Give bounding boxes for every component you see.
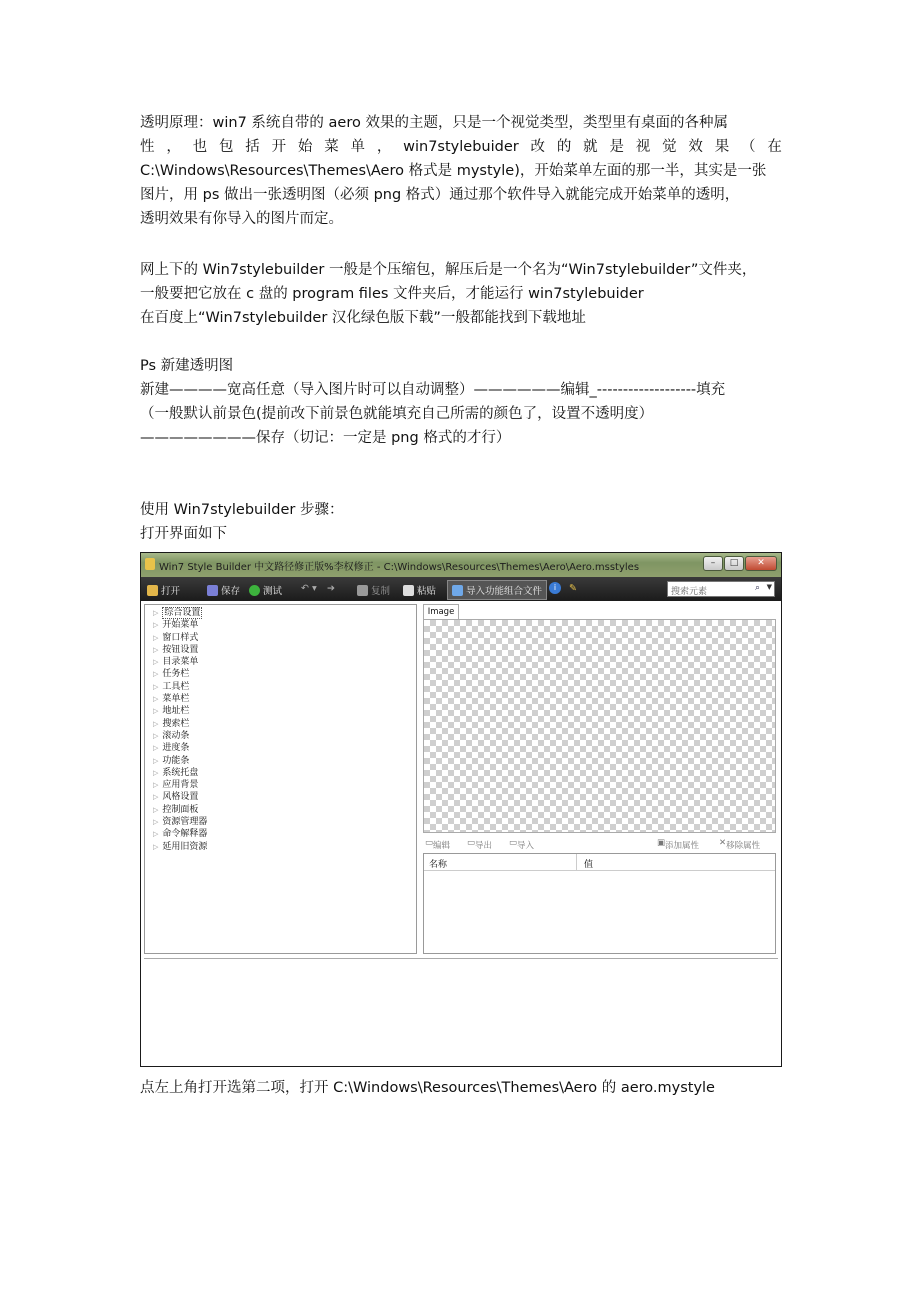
expand-arrow-icon[interactable]: ▷ bbox=[153, 756, 159, 765]
remove-property-button[interactable]: ✕ 移除属性 bbox=[719, 838, 761, 851]
tree-item-label: 开始菜单 bbox=[162, 620, 199, 631]
tree-item-label: 窗口样式 bbox=[162, 632, 199, 643]
close-icon[interactable]: ✕ bbox=[745, 556, 777, 571]
tab-image[interactable]: Image bbox=[423, 604, 459, 620]
column-divider bbox=[576, 854, 577, 870]
tree-item-label: 搜索栏 bbox=[162, 718, 190, 729]
tree-item[interactable] bbox=[153, 730, 207, 742]
tree-item-label: 工具栏 bbox=[162, 681, 190, 692]
redo-icon[interactable]: ➔ bbox=[327, 583, 335, 594]
window-title: Win7 Style Builder 中文路径修正版%李权修正 - C:\Windows\Resources\Themes\Aero\Aero.msstyles bbox=[159, 562, 640, 573]
expand-arrow-icon[interactable]: ▷ bbox=[153, 805, 159, 814]
justified-word: 在 bbox=[767, 139, 782, 155]
tree-item-label: 按钮设置 bbox=[162, 644, 199, 655]
copy-icon bbox=[357, 585, 368, 596]
app-icon bbox=[145, 558, 155, 570]
property-grid-header bbox=[424, 854, 775, 871]
property-grid bbox=[423, 853, 776, 954]
open-button[interactable]: 打开 bbox=[147, 583, 180, 597]
add-property-button[interactable]: ▣ 添加属性 bbox=[657, 838, 700, 851]
import-icon bbox=[452, 585, 463, 596]
expand-arrow-icon[interactable]: ▷ bbox=[153, 670, 159, 679]
expand-arrow-icon[interactable]: ▷ bbox=[153, 731, 159, 740]
tree-item[interactable] bbox=[153, 705, 207, 717]
expand-arrow-icon[interactable]: ▷ bbox=[153, 645, 159, 654]
element-tree bbox=[153, 607, 207, 853]
tree-item-label: 资源管理器 bbox=[162, 817, 208, 828]
justified-word: 改 bbox=[530, 139, 546, 155]
tree-item-label: 地址栏 bbox=[162, 706, 190, 717]
paragraph-transparency-principle bbox=[140, 111, 782, 231]
justified-word: 是 bbox=[609, 139, 624, 155]
expand-arrow-icon[interactable]: ▷ bbox=[153, 830, 159, 839]
image-preview-canvas bbox=[423, 619, 776, 833]
expand-arrow-icon[interactable]: ▷ bbox=[153, 633, 159, 642]
main-toolbar bbox=[141, 577, 781, 601]
app-screenshot bbox=[140, 552, 782, 1067]
search-icon[interactable]: ⌕ bbox=[754, 583, 760, 593]
text-line: 网上下的 Win7stylebuilder 一般是个压缩包，解压后是一个名为“Win7stylebuilder”文件夹， bbox=[140, 262, 757, 278]
paragraph-download bbox=[140, 258, 782, 330]
expand-arrow-icon[interactable]: ▷ bbox=[153, 842, 159, 851]
tree-item[interactable] bbox=[153, 816, 207, 828]
justified-word: 菜 bbox=[324, 139, 339, 155]
export-button[interactable]: ▭ 导出 bbox=[467, 838, 493, 851]
expand-arrow-icon[interactable]: ▷ bbox=[153, 658, 159, 667]
chevron-down-icon[interactable]: ▼ bbox=[766, 583, 772, 591]
disk-icon bbox=[207, 585, 218, 596]
tree-item[interactable] bbox=[153, 619, 207, 631]
tree-item[interactable] bbox=[153, 607, 207, 619]
tree-item[interactable] bbox=[153, 828, 207, 840]
column-header-value[interactable]: 值 bbox=[584, 860, 594, 870]
text-line: 新建————宽高任意（导入图片时可以自动调整）——————编辑_-------------------填充 bbox=[140, 382, 726, 398]
tree-item[interactable] bbox=[153, 804, 207, 816]
text-line: （一般默认前景色(提前改下前景色就能填充自己所需的颜色了，设置不透明度） bbox=[140, 406, 654, 422]
text-line: 点左上角打开选第二项，打开 C:\Windows\Resources\Themes\Aero 的 aero.mystyle bbox=[140, 1080, 715, 1096]
expand-arrow-icon[interactable]: ▷ bbox=[153, 781, 159, 790]
text-line: 在百度上“Win7stylebuilder 汉化绿色版下载”一般都能找到下载地址 bbox=[140, 310, 586, 326]
tree-item[interactable] bbox=[153, 841, 207, 853]
clipboard-icon bbox=[403, 585, 414, 596]
justified-word: 括 bbox=[245, 139, 260, 155]
undo-icon[interactable]: ↶ ▾ bbox=[301, 583, 317, 594]
property-toolbar bbox=[423, 837, 776, 851]
expand-arrow-icon[interactable]: ▷ bbox=[153, 682, 159, 691]
text-line: 打开界面如下 bbox=[140, 526, 227, 542]
justified-word: 的 bbox=[556, 139, 572, 155]
play-icon bbox=[249, 585, 260, 596]
justified-word: 开 bbox=[271, 139, 287, 155]
expand-arrow-icon[interactable]: ▷ bbox=[153, 744, 159, 753]
justified-word: 单 bbox=[350, 139, 365, 155]
tree-item-label: 任务栏 bbox=[162, 669, 190, 680]
window-titlebar bbox=[141, 553, 781, 577]
expand-arrow-icon[interactable]: ▷ bbox=[153, 695, 159, 704]
copy-button[interactable]: 复制 bbox=[357, 583, 390, 597]
justified-word: （ bbox=[741, 139, 756, 155]
tree-item-label: 功能条 bbox=[162, 755, 190, 766]
pencil-icon[interactable]: ✎ bbox=[569, 583, 577, 594]
search-input[interactable]: 搜索元素 ⌕ ▼ bbox=[667, 581, 775, 597]
expand-arrow-icon[interactable]: ▷ bbox=[153, 609, 159, 617]
tree-item-label: 综合设置 bbox=[164, 608, 201, 618]
justified-word: ， bbox=[376, 139, 392, 155]
text-line: 透明效果有你导入的图片而定。 bbox=[140, 211, 343, 227]
justified-word: 就 bbox=[583, 139, 598, 155]
tree-item-label: 目录菜单 bbox=[162, 657, 199, 668]
tree-item[interactable] bbox=[153, 668, 207, 680]
expand-arrow-icon[interactable]: ▷ bbox=[153, 621, 159, 630]
text-line: 使用 Win7stylebuilder 步骤： bbox=[140, 502, 344, 518]
tree-item-label: 应用背景 bbox=[162, 780, 199, 791]
text-line: ————————保存（切记：一定是 png 格式的才行） bbox=[140, 430, 511, 446]
tree-item[interactable] bbox=[153, 755, 207, 767]
expand-arrow-icon[interactable]: ▷ bbox=[153, 818, 159, 827]
text-line: Ps 新建透明图 bbox=[140, 358, 234, 374]
expand-arrow-icon[interactable]: ▷ bbox=[153, 793, 159, 802]
justified-word: 觉 bbox=[662, 139, 677, 155]
paragraph-ps-steps bbox=[140, 354, 782, 450]
tree-item[interactable] bbox=[153, 644, 207, 656]
text-line: 透明原理：win7 系统自带的 aero 效果的主题，只是一个视觉类型，类型里有桌面的各种属 bbox=[140, 115, 728, 131]
edit-button[interactable]: ▭ 编辑 bbox=[425, 838, 451, 851]
expand-arrow-icon[interactable]: ▷ bbox=[153, 768, 159, 777]
test-button[interactable]: 测试 bbox=[249, 583, 282, 597]
justified-word: win7stylebuider bbox=[403, 139, 519, 155]
import-combo-button[interactable]: 导入功能组合文件 bbox=[447, 580, 547, 600]
tree-item-label: 进度条 bbox=[162, 743, 190, 754]
tree-item[interactable] bbox=[153, 767, 207, 779]
justified-word: 始 bbox=[297, 139, 313, 155]
expand-arrow-icon[interactable]: ▷ bbox=[153, 707, 159, 716]
justified-word: 包 bbox=[218, 139, 234, 155]
text-line: C:\Windows\Resources\Themes\Aero 格式是 mystyle)，开始菜单左面的那一半，其实是一张 bbox=[140, 163, 767, 179]
justified-word: 也 bbox=[192, 139, 208, 155]
tree-item[interactable] bbox=[153, 681, 207, 693]
paragraph-usage bbox=[140, 498, 782, 546]
minimize-icon[interactable]: – bbox=[703, 556, 723, 571]
tree-item[interactable] bbox=[153, 791, 207, 803]
justified-word: 视 bbox=[635, 139, 651, 155]
justified-word: 性 bbox=[140, 139, 155, 155]
maximize-icon[interactable]: □ bbox=[724, 556, 744, 571]
import-button[interactable]: ▭ 导入 bbox=[509, 838, 535, 851]
folder-icon bbox=[147, 585, 158, 596]
tree-item[interactable] bbox=[153, 693, 207, 705]
tree-item-label: 滚动条 bbox=[162, 730, 190, 741]
justified-word: 果 bbox=[714, 139, 730, 155]
text-line-justified bbox=[140, 135, 782, 159]
info-icon[interactable]: i bbox=[549, 582, 561, 594]
element-tree-panel bbox=[144, 604, 417, 954]
status-panel bbox=[144, 958, 778, 1065]
tree-item[interactable] bbox=[153, 718, 207, 730]
expand-arrow-icon[interactable]: ▷ bbox=[153, 719, 159, 728]
tree-item[interactable] bbox=[153, 779, 207, 791]
tree-item-label: 控制面板 bbox=[162, 804, 199, 815]
tree-item[interactable] bbox=[153, 742, 207, 754]
paste-button[interactable]: 粘贴 bbox=[403, 583, 436, 597]
paragraph-caption bbox=[140, 1076, 782, 1100]
text-line: 图片，用 ps 做出一张透明图（必须 png 格式）通过那个软件导入就能完成开始菜单的透明， bbox=[140, 187, 740, 203]
tree-item-label: 菜单栏 bbox=[162, 694, 190, 705]
justified-word: ， bbox=[166, 139, 181, 155]
save-button[interactable]: 保存 bbox=[207, 583, 240, 597]
tree-item[interactable] bbox=[153, 632, 207, 644]
tree-item-label: 延用旧资源 bbox=[162, 841, 208, 852]
text-line: 一般要把它放在 c 盘的 program files 文件夹后，才能运行 win7stylebuider bbox=[140, 286, 644, 302]
tree-item[interactable] bbox=[153, 656, 207, 668]
tree-item-label: 命令解释器 bbox=[162, 829, 208, 840]
tree-item-label: 系统托盘 bbox=[162, 767, 199, 778]
justified-word: 效 bbox=[688, 139, 703, 155]
column-header-name[interactable]: 名称 bbox=[429, 860, 448, 870]
tree-item-label: 风格设置 bbox=[162, 792, 199, 803]
